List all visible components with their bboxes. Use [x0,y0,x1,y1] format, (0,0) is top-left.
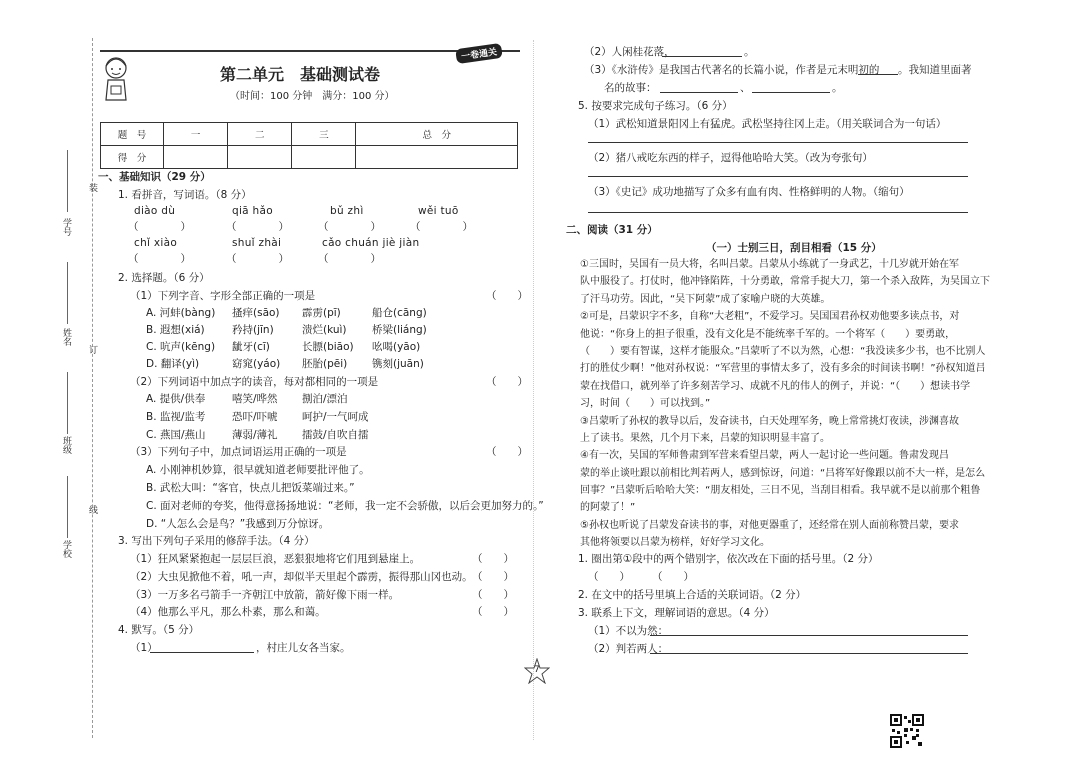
passage-line: 打的胜仗少啊！”他对孙权说：“军营里的事情太多了，没有多余的时间读书啊！”孙权知道吕 [580,363,986,375]
rhetoric-item-2: （2）大虫见掀他不着，吼一声，却似半天里起个霹雳，振得那山冈也动。 [130,571,473,583]
score-input-total[interactable] [356,146,518,169]
question-3: 3. 写出下列句子采用的修辞手法。（4 分） [118,535,315,547]
answer-line-5-2[interactable] [588,176,968,177]
option-d1: D. 翻译(yì) [146,358,200,370]
reading-passage [580,255,990,551]
dictation-1-text: ，村庄儿女各当家。 [256,642,351,654]
passage-line: 回事？”吕蒙听后哈哈大笑：“朋友相处，三日不见，当刮目相看。我早就不是以前那个粗鲁 [580,485,981,497]
passage-line: 其他将领要以吕蒙为榜样，好好学习文化。 [580,537,770,549]
option-a: A. 提供/供奉 [146,393,206,405]
option-d2: 窈窕(yáo) [232,358,281,370]
answer-blank[interactable]: （ ） [410,221,473,233]
score-input-2[interactable] [228,146,292,169]
option-b: 恐吓/吓唬 [232,411,278,423]
question-5-2: （2）猪八戒吃东西的样子，逗得他哈哈大笑。（改为夸张句） [588,152,873,164]
dictation-2-label: （2）人闲桂花落， [584,46,675,58]
column-divider [533,40,534,740]
mascot-icon [100,44,132,110]
passage-line: 他说：“你身上的担子很重，没有文化是不能统率千军的。一个将军（ ）要勇敢， [580,328,956,340]
binding-student-id-line [67,150,68,212]
section-2-heading: 二、阅读（31 分） [566,224,658,236]
passage-line: 了汗马功劳。因此，“吴下阿蒙”成了家喻户晓的大英雄。 [580,293,831,305]
option-d4: 镌刻(juān) [372,358,424,370]
question-2-2: （2）下列词语中加点字的读音，每对都相同的一项是 [130,376,379,388]
series-badge: 一卷通关 [455,43,503,64]
passage-line: 蒙的举止谈吐跟以前相比判若两人，感到惊讶，问道：“吕将军好像跟以前不大一样，是怎么 [580,467,986,479]
reading-title: （一）士别三日，刮目相看（15 分） [706,242,882,254]
question-5-1: （1）武松知道景阳冈上有猛虎。武松坚持往冈上走。（用关联词合为一句话） [588,118,947,130]
pinyin-6: shuǐ zhài [232,237,282,249]
score-cell: 一 [164,123,228,146]
passage-line: 习，时间（ ）可以找到。” [580,398,711,410]
reading-question-3: 3. 联系上下文，理解词语的意思。（4 分） [578,607,775,619]
answer-line-5-3[interactable] [588,212,968,213]
dictation-2-end: 。 [744,46,755,58]
option-c: C. 燕国/燕山 [146,429,206,441]
score-cell: 得 分 [101,146,164,169]
score-table-header-row [101,123,518,146]
question-2-3: （3）下列句子中，加点词语运用正确的一项是 [130,446,347,458]
page-number: 7 [534,665,540,675]
stories-sep: 、 [740,82,751,94]
binding-zhuang: 装 [87,183,97,192]
question-5: 5. 按要求完成句子练习。（6 分） [578,100,733,112]
author-blank[interactable] [858,74,898,75]
option-c4: 吆喝(yāo) [372,341,421,353]
dictation-3-tail: 。我知道里面著 [898,64,972,76]
rhetoric-item-1: （1）狂风紧紧抱起一层层巨浪，恶狠狠地将它们甩到悬崖上。 [130,553,421,565]
option-b2: 矜持(jīn) [232,324,274,336]
correction-blank-1[interactable]: （ ） [588,571,630,583]
story-blank-2[interactable] [752,92,830,93]
score-cell: 总 分 [356,123,518,146]
option-b: B. 监视/监考 [146,411,206,423]
dictation-1-label: （1） [130,642,158,654]
binding-fold-line [92,38,93,738]
stories-end: 。 [832,82,843,94]
page-subtitle: （时间：100 分钟 满分：100 分） [230,91,395,102]
word-meaning-2-label: （2）判若两人： [588,643,669,655]
passage-line: ④有一次，吴国的军师鲁肃到军营来看望吕蒙，两人一起讨论一些问题。鲁肃发现吕 [580,450,949,462]
answer-blank[interactable]: （ ） [318,221,381,233]
answer-line-5-1[interactable] [588,142,968,143]
question-4: 4. 默写。（5 分） [118,624,200,636]
word-meaning-2-line[interactable] [650,653,968,654]
option-a: 嘻笑/哗然 [232,393,278,405]
dictation-1-blank[interactable] [150,652,254,653]
rhetoric-answer-3[interactable]: （ ） [472,589,514,601]
pinyin-1: diào dù [134,205,176,217]
option-c2: 龇牙(cī) [232,341,270,353]
answer-blank[interactable]: （ ） [226,221,289,233]
passage-line: 队中服役了。打仗时，他冲锋陷阵，十分勇敢，常常手捉大刀，第一个杀入敌阵，为吴国立下 [580,276,990,288]
option-b1: B. 遐想(xiá) [146,324,205,336]
score-cell: 题 号 [101,123,164,146]
passage-line: 蒙在找借口，就列举了许多刻苦学习、成就不凡的伟人的例子，并说：“（ ）想读书学 [580,380,971,392]
choice-blank[interactable]: （ ） [486,290,528,302]
passage-line: ①三国时，吴国有一员大将，名叫吕蒙。吕蒙从小练就了一身武艺，十几岁就开始在军 [580,259,959,270]
option-a: 捌泊/漂泊 [302,393,348,405]
binding-school-line [67,476,68,538]
option-c: 擂鼓/自吹自擂 [302,429,369,441]
passage-line: ③吕蒙听了孙权的教导以后，发奋读书，白天处理军务，晚上常常挑灯夜读，涉渊喜故 [580,415,959,427]
correction-blank-2[interactable]: （ ） [652,571,694,583]
passage-line: ②可是，吕蒙识字不多，自称“大老粗”，不爱学习。吴国国君孙权劝他要多读点书，对 [580,311,960,323]
passage-line: 上了读书。果然，几个月下来，吕蒙的知识明显丰富了。 [580,432,830,444]
option-c3: 长膘(biāo) [302,341,354,353]
pinyin-4: wěi tuō [418,205,459,217]
option-c: 薄弱/薄礼 [232,429,278,441]
dictation-2-blank[interactable] [662,56,742,57]
option-a3: 霹雳(pī) [302,307,341,319]
pinyin-3: bǔ zhì [330,205,364,217]
dictation-3-text: （3）《水浒传》是我国古代著名的长篇小说，作者是元末明初的 [584,64,880,76]
option-c1: C. 吭声(kēng) [146,341,216,353]
option-b: B. 武松大叫：“客官，快点儿把饭菜端过来。” [146,482,355,494]
binding-ding: 订 [87,345,97,354]
option-b4: 桥梁(liáng) [372,324,427,336]
score-cell: 三 [292,123,356,146]
option-a2: 搔痒(sāo) [232,307,280,319]
option-a: A. 小刚神机妙算，很早就知道老师要批评他了。 [146,464,370,476]
binding-student-id-label: 学号 [61,218,71,236]
stories-label: 名的故事： [604,82,657,94]
answer-blank[interactable]: （ ） [128,221,191,233]
option-b: 呵护/一气呵成 [302,411,369,423]
binding-class-label: 班级 [61,436,71,454]
pinyin-7: cǎo chuán jiè jiàn [322,237,420,249]
rhetoric-answer-1[interactable]: （ ） [472,553,514,565]
choice-blank[interactable]: （ ） [486,446,528,458]
option-a4: 船仓(cāng) [372,307,427,319]
question-1: 1. 看拼音，写词语。（8 分） [118,189,252,201]
passage-line: （ ）要有智谋，这样才能服众。”吕蒙听了不以为然，心想：“我没读多少书，也不比别人 [580,345,986,357]
answer-blank[interactable]: （ ） [318,253,381,265]
passage-line: 的阿蒙了！” [580,502,636,514]
passage-line: ⑤孙权也听说了吕蒙发奋读书的事，对他更器重了，还经常在别人面前称赞吕蒙，要求 [580,519,959,531]
option-c: C. 面对老师的夸奖，他得意扬扬地说：“老师，我一定不会骄傲，以后会更加努力的。” [146,500,544,512]
answer-blank[interactable]: （ ） [226,253,289,265]
score-input-1[interactable] [164,146,228,169]
pinyin-5: chǐ xiào [134,237,178,249]
pinyin-2: qiā hǎo [232,205,273,217]
reading-question-1: 1. 圈出第①段中的两个错别字，依次改在下面的括号里。（2 分） [578,553,879,565]
score-cell: 二 [228,123,292,146]
score-input-3[interactable] [292,146,356,169]
reading-question-2: 2. 在文中的括号里填上合适的关联词语。（2 分） [578,589,807,601]
binding-xian: 线 [87,505,97,514]
score-table [100,122,518,169]
rhetoric-answer-4[interactable]: （ ） [472,606,514,618]
rhetoric-answer-2[interactable]: （ ） [472,571,514,583]
qr-code-icon[interactable] [890,714,924,748]
rhetoric-item-4: （4）他那么平凡，那么朴素，那么和蔼。 [130,606,326,618]
section-1-heading: 一、基础知识（29 分） [98,171,211,183]
word-meaning-1-line[interactable] [650,635,968,636]
word-meaning-1-label: （1）不以为然： [588,625,669,637]
option-b3: 溃烂(kuì) [302,324,347,336]
answer-blank[interactable]: （ ） [128,253,191,265]
option-d: D. “人怎么会是鸟？”我感到万分惊讶。 [146,518,330,530]
option-d3: 胚胎(pēi) [302,358,348,370]
rhetoric-item-3: （3）一万多名弓箭手一齐朝江中放箭，箭好像下雨一样。 [130,589,400,601]
question-2-1: （1）下列字音、字形全部正确的一项是 [130,290,316,302]
binding-class-line [67,372,68,434]
score-table-score-row [101,146,518,169]
option-a1: A. 河蚌(bàng) [146,307,216,319]
question-5-3: （3）《史记》成功地描写了众多有血有肉、性格鲜明的人物。（缩句） [588,186,910,198]
binding-name-label: 姓名 [61,328,71,346]
choice-blank[interactable]: （ ） [486,376,528,388]
story-blank-1[interactable] [660,92,738,93]
question-2: 2. 选择题。（6 分） [118,272,210,284]
binding-school-label: 学校 [61,540,71,558]
binding-name-line [67,262,68,324]
page-title: 第二单元 基础测试卷 [220,65,381,84]
